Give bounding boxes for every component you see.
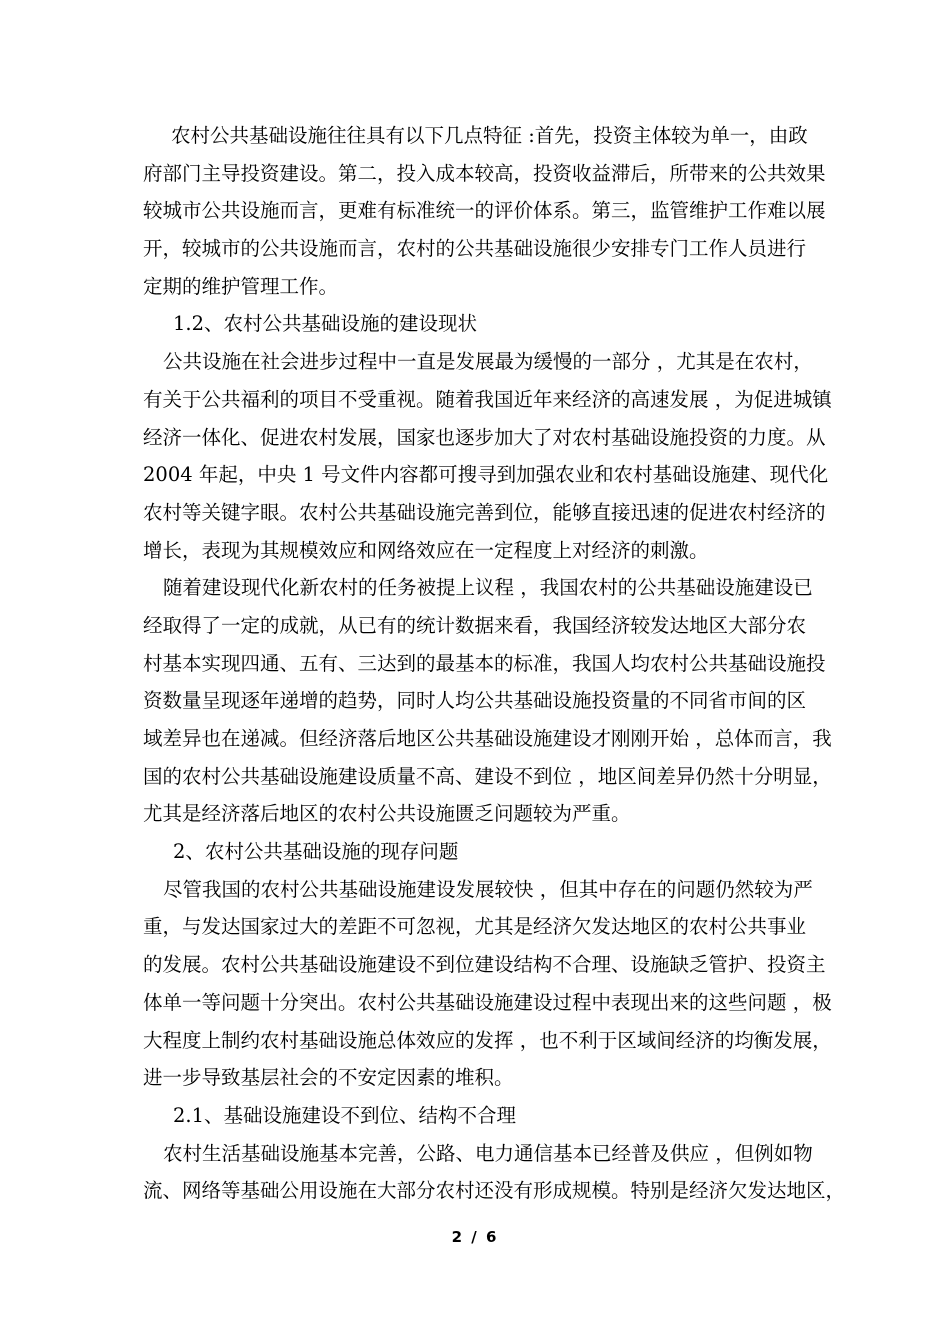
paragraph-line: 域差异也在递减。但经济落后地区公共基础设施建设才刚刚开始 ，总体而言，我: [143, 727, 832, 750]
paragraph-line: 经取得了一定的成就，从已有的统计数据来看，我国经济较发达地区大部分农: [143, 613, 807, 637]
section-heading: 2.1、基础设施建设不到位、结构不合理: [173, 1103, 517, 1127]
page-number: 2 / 6: [451, 1228, 499, 1246]
paragraph-line: 较城市公共设施而言，更难有标准统一的评价体系。第三，监管维护工作难以展: [143, 199, 826, 223]
paragraph-line: 有关于公共福利的项目不受重视。随着我国近年来经济的高速发展 ，为促进城镇: [143, 387, 832, 411]
paragraph-line: 2004 年起，中央 1 号文件内容都可搜寻到加强农业和农村基础设施建、现代化: [143, 463, 829, 487]
paragraph-line: 农村公共基础设施往往具有以下几点特征 :首先，投资主体较为单一，由政: [171, 124, 808, 147]
paragraph-line: 流、网络等基础公用设施在大部分农村还没有形成规模。特别是经济欠发达地区，: [143, 1179, 846, 1203]
paragraph-line: 增长，表现为其规模效应和网络效应在一定程度上对经济的刺激。: [143, 538, 709, 562]
paragraph-line: 进一步导致基层社会的不安定因素的堆积。: [143, 1066, 514, 1090]
paragraph-line: 资数量呈现逐年递增的趋势，同时人均公共基础设施投资量的不同省市间的区: [143, 689, 807, 713]
paragraph-line: 随着建设现代化新农村的任务被提上议程 ，我国农村的公共基础设施建设已: [163, 576, 813, 600]
paragraph-line: 公共设施在社会进步过程中一直是发展最为缓慢的一部分 ，尤其是在农村，: [163, 350, 813, 374]
section-heading: 1.2、农村公共基础设施的建设现状: [173, 312, 478, 336]
section-heading: 2、农村公共基础设施的现存问题: [173, 840, 459, 864]
paragraph-line: 尽管我国的农村公共基础设施建设发展较快 ，但其中存在的问题仍然较为严: [163, 877, 813, 901]
paragraph-line: 农村生活基础设施基本完善，公路、电力通信基本已经普及供应 ，但例如物: [163, 1141, 813, 1165]
paragraph-line: 府部门主导投资建设。第二，投入成本较高，投资收益滞后，所带来的公共效果: [143, 161, 826, 185]
paragraph-line: 重，与发达国家过大的差距不可忽视，尤其是经济欠发达地区的农村公共事业: [143, 915, 807, 939]
paragraph-line: 的发展。农村公共基础设施建设不到位建设结构不合理、设施缺乏管护、投资主: [143, 953, 826, 977]
paragraph-line: 开，较城市的公共设施而言，农村的公共基础设施很少安排专门工作人员进行: [143, 237, 807, 261]
paragraph-line: 经济一体化、促进农村发展，国家也逐步加大了对农村基础设施投资的力度。从: [143, 425, 826, 449]
document-body: [143, 117, 846, 1210]
paragraph-line: 体单一等问题十分突出。农村公共基础设施建设过程中表现出来的这些问题 ，极: [143, 990, 832, 1014]
paragraph-line: 尤其是经济落后地区的农村公共设施匮乏问题较为严重。: [143, 802, 631, 826]
paragraph-line: 农村等关键字眼。农村公共基础设施完善到位，能够直接迅速的促进农村经济的: [143, 500, 826, 524]
paragraph-line: 国的农村公共基础设施建设质量不高、建设不到位 ，地区间差异仍然十分明显，: [143, 764, 832, 788]
paragraph-line: 村基本实现四通、五有、三达到的最基本的标准，我国人均农村公共基础设施投: [143, 651, 826, 675]
paragraph-line: 大程度上制约农村基础设施总体效应的发挥 ，也不利于区域间经济的均衡发展，: [143, 1028, 832, 1052]
paragraph-line: 定期的维护管理工作。: [143, 274, 339, 298]
